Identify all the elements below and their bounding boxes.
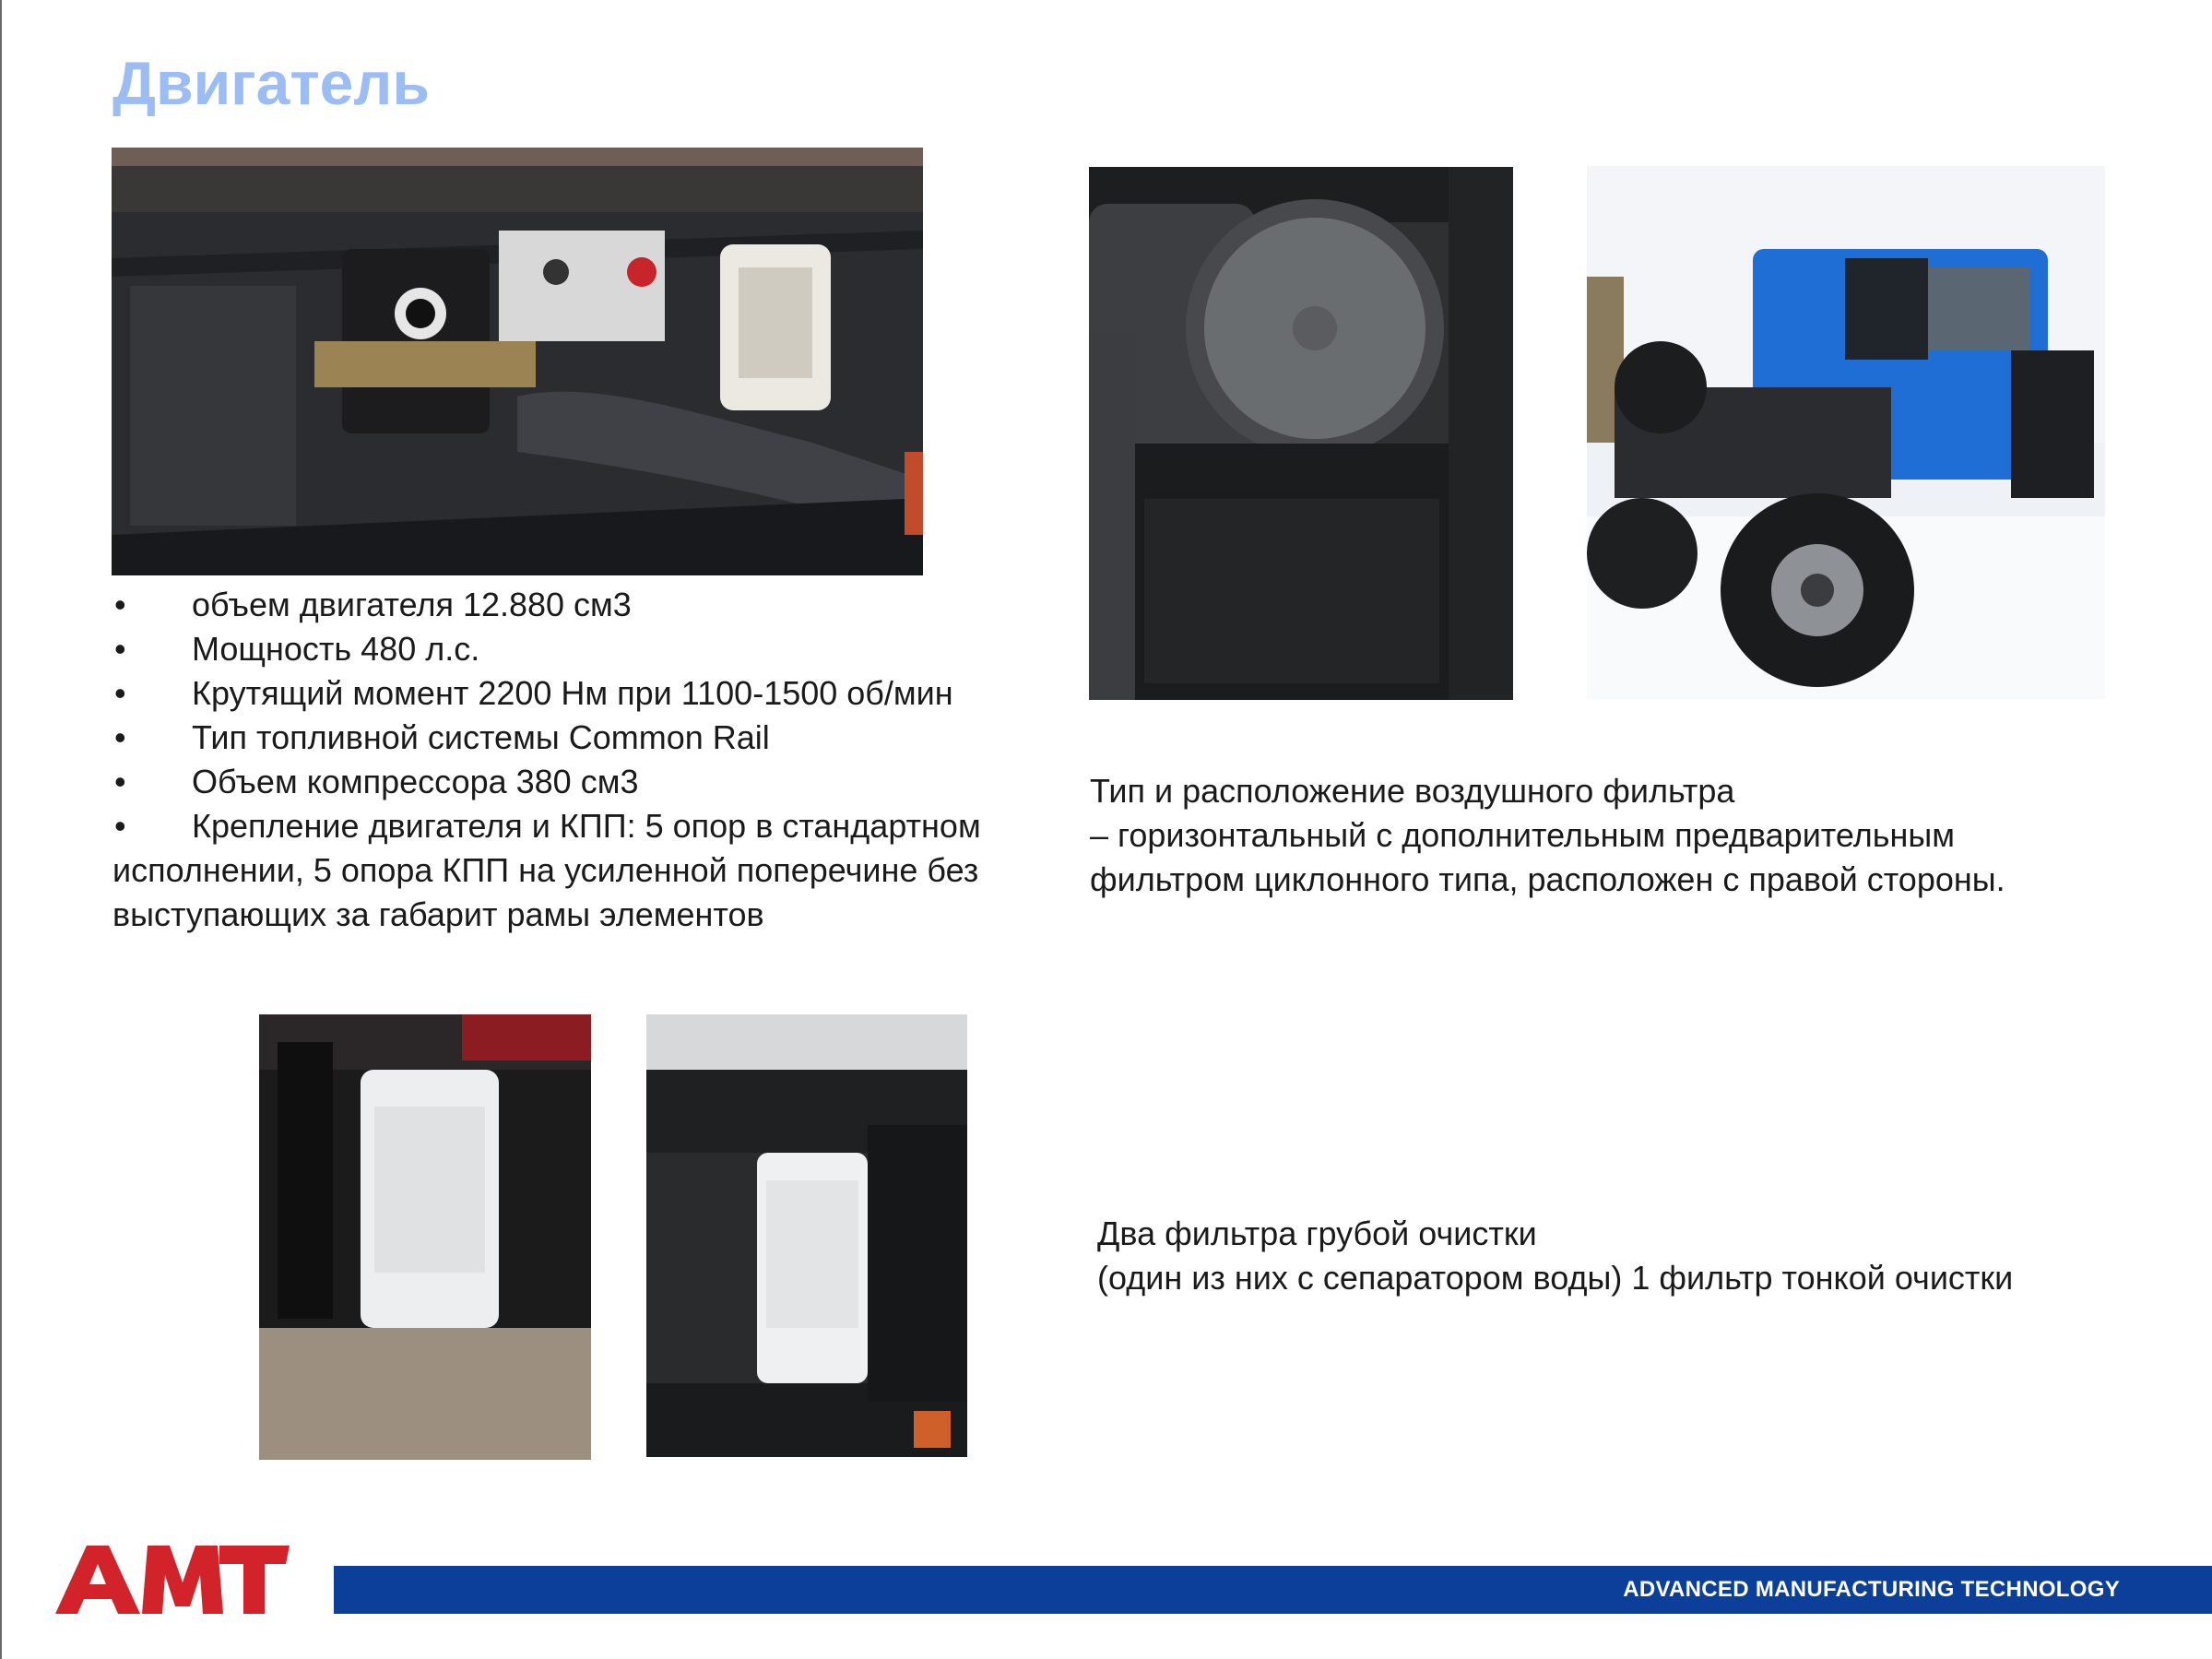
spec-text: Объем компрессора 380 см3 xyxy=(192,763,639,800)
bullet: • xyxy=(114,630,126,668)
fuel-filter-line: (один из них с сепаратором воды) 1 фильтр тонкой очистки xyxy=(1097,1259,2014,1297)
slide-left-edge xyxy=(0,0,2,1659)
footer-bar xyxy=(334,1566,2212,1614)
spec-item xyxy=(112,804,1035,937)
air-filter-photo xyxy=(1089,167,1513,700)
air-filter-description xyxy=(1090,769,2150,902)
footer-tagline: ADVANCED MANUFACTURING TECHNOLOGY xyxy=(1623,1577,2120,1602)
air-filter-line: – горизонтальный с дополнительным предварительным xyxy=(1090,816,1955,854)
bullet: • xyxy=(114,586,126,623)
spec-item xyxy=(112,627,1035,671)
air-filter-line: Тип и расположение воздушного фильтра xyxy=(1090,772,1735,810)
spec-item xyxy=(112,671,1035,716)
bullet: • xyxy=(114,807,126,845)
spec-item xyxy=(112,583,1035,627)
fuel-filter-photo-1 xyxy=(259,1014,591,1460)
truck-photo xyxy=(1587,166,2105,699)
air-filter-line: фильтром циклонного типа, расположен с правой стороны. xyxy=(1090,860,2005,898)
fuel-filter-line: Два фильтра грубой очистки xyxy=(1097,1215,1537,1252)
bullet: • xyxy=(114,763,126,800)
spec-text: Тип топливной системы Common Rail xyxy=(192,718,770,756)
spec-text-continuation: исполнении, 5 опора КПП на усиленной поперечине без выступающих за габарит рамы элементов xyxy=(112,851,979,933)
engine-specs-list xyxy=(112,583,1035,937)
bullet: • xyxy=(114,718,126,756)
spec-text: объем двигателя 12.880 см3 xyxy=(192,586,632,623)
fuel-filters-description xyxy=(1097,1212,2158,1300)
bullet: • xyxy=(114,674,126,712)
fuel-filter-photo-2 xyxy=(646,1014,967,1457)
spec-item xyxy=(112,760,1035,804)
spec-text: Крепление двигателя и КПП: 5 опор в стандартном xyxy=(192,807,981,845)
spec-item xyxy=(112,716,1035,760)
page-title: Двигатель xyxy=(112,49,430,117)
spec-text: Мощность 480 л.с. xyxy=(192,630,480,668)
engine-photo xyxy=(112,148,923,575)
amt-logo xyxy=(55,1542,291,1616)
spec-text: Крутящий момент 2200 Нм при 1100-1500 об/мин xyxy=(192,674,953,712)
